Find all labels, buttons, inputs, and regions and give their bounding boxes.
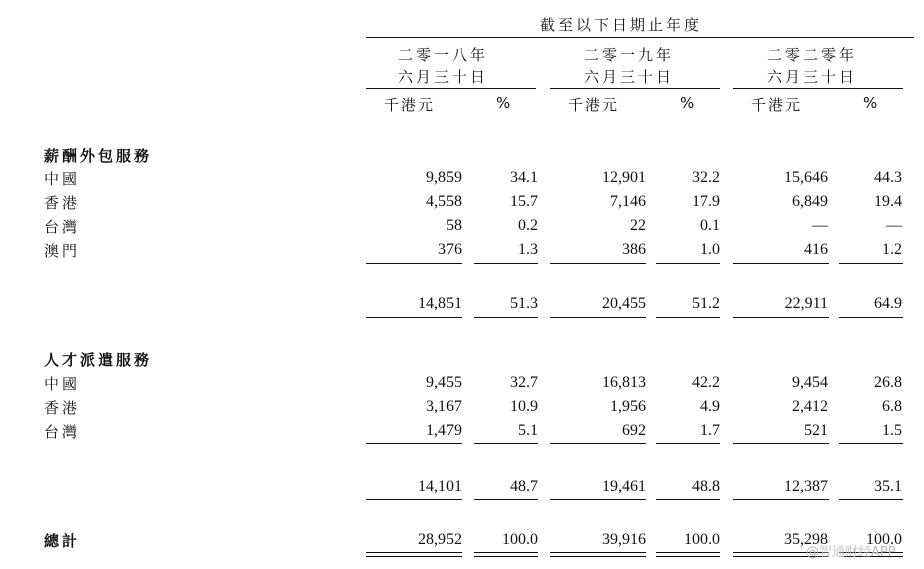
- subtotal-cell: 64.9: [874, 295, 902, 312]
- table-cell: 6.8: [882, 398, 902, 415]
- double-rule: [366, 552, 462, 557]
- table-cell: 416: [804, 241, 828, 258]
- total-cell: 39,916: [602, 531, 646, 548]
- table-cell: 16,813: [602, 374, 646, 391]
- rule: [474, 499, 538, 500]
- rule: [474, 263, 538, 264]
- table-cell: 15.7: [510, 193, 538, 210]
- subtotal-cell: 14,851: [418, 295, 462, 312]
- subtotal-cell: 19,461: [602, 478, 646, 495]
- table-cell: 0.2: [518, 217, 538, 234]
- total-cell: 100.0: [866, 531, 902, 548]
- rule: [733, 317, 829, 318]
- subtotal-cell: 35.1: [874, 478, 902, 495]
- table-cell: 19.4: [874, 193, 902, 210]
- rule: [550, 263, 646, 264]
- rule: [656, 317, 720, 318]
- section-staffing-services-title: 人才派遣服務: [44, 351, 153, 369]
- rule: [839, 443, 903, 444]
- table-cell: 10.9: [510, 398, 538, 415]
- rule: [366, 263, 462, 264]
- table-cell: 5.1: [518, 422, 538, 439]
- subtotal-cell: 48.8: [692, 478, 720, 495]
- table-cell: 386: [622, 241, 646, 258]
- double-rule: [474, 552, 538, 557]
- table-cell: 15,646: [784, 169, 828, 186]
- table-cell: 1.5: [882, 422, 902, 439]
- table-cell: 42.2: [692, 374, 720, 391]
- table-cell: 692: [622, 422, 646, 439]
- year-2018-line2: 六月三十日: [398, 68, 489, 86]
- unit-label-2019: 千港元: [568, 96, 620, 114]
- subtotal-cell: 51.3: [510, 295, 538, 312]
- rule: [733, 263, 829, 264]
- year-2018-line1: 二零一八年: [398, 46, 489, 64]
- table-cell: 9,859: [426, 169, 462, 186]
- table-cell: 1.7: [700, 422, 720, 439]
- table-cell: 376: [438, 241, 462, 258]
- table-cell: 12,901: [602, 169, 646, 186]
- subtotal-cell: 51.2: [692, 295, 720, 312]
- table-cell: 1.2: [882, 241, 902, 258]
- rule: [656, 499, 720, 500]
- row-label: 香港: [44, 194, 81, 212]
- year-2018-rule: [366, 88, 536, 89]
- table-cell: 58: [446, 217, 462, 234]
- year-2020-rule: [733, 88, 903, 89]
- subtotal-cell: 12,387: [784, 478, 828, 495]
- year-2019-line1: 二零一九年: [584, 46, 675, 64]
- double-rule: [656, 552, 720, 557]
- table-cell: 1.0: [700, 241, 720, 258]
- rule: [839, 263, 903, 264]
- rule: [550, 499, 646, 500]
- rule: [656, 263, 720, 264]
- table-cell: —: [886, 217, 902, 234]
- table-cell: 44.3: [874, 169, 902, 186]
- row-label: 台灣: [44, 423, 81, 441]
- percent-label-2020: %: [863, 94, 880, 112]
- table-cell: 26.8: [874, 374, 902, 391]
- year-2020-line1: 二零二零年: [767, 46, 858, 64]
- subtotal-cell: 22,911: [784, 295, 828, 312]
- table-cell: 1.3: [518, 241, 538, 258]
- double-rule: [550, 552, 646, 557]
- rule: [366, 443, 462, 444]
- percent-label-2018: %: [496, 94, 513, 112]
- table-cell: 4.9: [700, 398, 720, 415]
- year-2020-line2: 六月三十日: [767, 68, 858, 86]
- rule: [550, 317, 646, 318]
- table-cell: 3,167: [426, 398, 462, 415]
- year-2019-line2: 六月三十日: [584, 68, 675, 86]
- rule: [366, 499, 462, 500]
- percent-label-2019: %: [680, 94, 697, 112]
- row-label: 中國: [44, 375, 81, 393]
- table-cell: 9,454: [792, 374, 828, 391]
- table-cell: 2,412: [792, 398, 828, 415]
- total-cell: 28,952: [418, 531, 462, 548]
- rule: [656, 443, 720, 444]
- row-label: 香港: [44, 399, 81, 417]
- table-cell: 6,849: [792, 193, 828, 210]
- table-cell: 1,956: [610, 398, 646, 415]
- subtotal-cell: 48.7: [510, 478, 538, 495]
- table-cell: 521: [804, 422, 828, 439]
- total-cell: 100.0: [502, 531, 538, 548]
- table-cell: 4,558: [426, 193, 462, 210]
- table-cell: 0.1: [700, 217, 720, 234]
- rule: [733, 499, 829, 500]
- total-cell: 100.0: [684, 531, 720, 548]
- rule: [550, 443, 646, 444]
- table-cell: 32.2: [692, 169, 720, 186]
- row-label: 澳門: [44, 242, 81, 260]
- total-label: 總計: [44, 532, 81, 550]
- table-cell: 34.1: [510, 169, 538, 186]
- row-label: 中國: [44, 170, 81, 188]
- unit-label-2020: 千港元: [751, 96, 803, 114]
- period-title: 截至以下日期止年度: [540, 16, 703, 34]
- rule: [839, 317, 903, 318]
- watermark: @智通财经APP: [806, 545, 896, 560]
- subtotal-cell: 20,455: [602, 295, 646, 312]
- table-cell: —: [812, 217, 828, 234]
- row-label: 台灣: [44, 218, 81, 236]
- rule: [474, 317, 538, 318]
- rule: [733, 443, 829, 444]
- table-cell: 1,479: [426, 422, 462, 439]
- total-cell: 35,298: [784, 531, 828, 548]
- subtotal-cell: 14,101: [418, 478, 462, 495]
- rule: [366, 317, 462, 318]
- table-cell: 32.7: [510, 374, 538, 391]
- table-cell: 7,146: [610, 193, 646, 210]
- table-cell: 22: [630, 217, 646, 234]
- rule: [474, 443, 538, 444]
- table-cell: 17.9: [692, 193, 720, 210]
- header-rule-top: [366, 37, 914, 38]
- section-payroll-outsourcing-title: 薪酬外包服務: [44, 147, 153, 165]
- unit-label-2018: 千港元: [384, 96, 436, 114]
- rule: [839, 499, 903, 500]
- table-cell: 9,455: [426, 374, 462, 391]
- year-2019-rule: [550, 88, 720, 89]
